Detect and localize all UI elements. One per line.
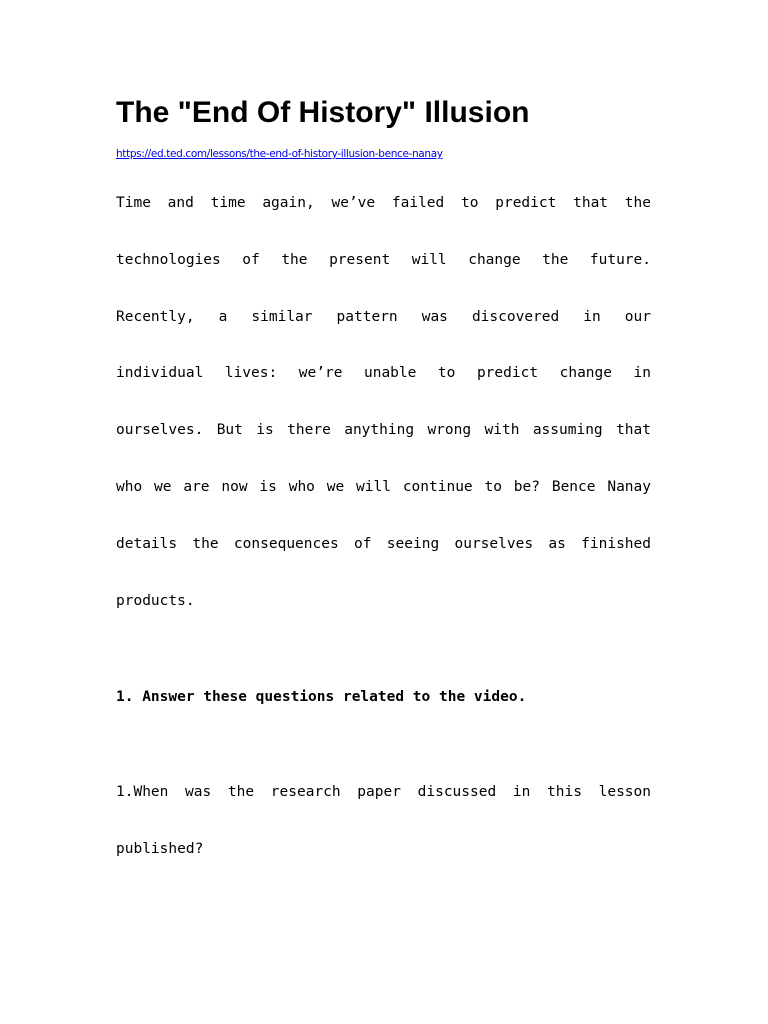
question-line: 1.When was the research paper discussed in this lesson <box>116 784 651 800</box>
paragraph-line: technologies of the present will change the future. <box>116 252 651 268</box>
paragraph-line: Time and time again, we’ve failed to predict that the <box>116 195 651 211</box>
paragraph-line: Recently, a similar pattern was discovered in our <box>116 309 651 325</box>
paragraph-line: ourselves. But is there anything wrong with assuming that <box>116 422 651 438</box>
page-title: The "End Of History" Illusion <box>116 96 530 129</box>
lesson-link[interactable]: https://ed.ted.com/lessons/the-end-of-history-illusion-bence-nanay <box>116 148 443 160</box>
paragraph-line: products. <box>116 593 195 609</box>
paragraph-line: details the consequences of seeing ourselves as finished <box>116 536 651 552</box>
question-line: published? <box>116 841 204 857</box>
paragraph-line: individual lives: we’re unable to predict change in <box>116 365 651 381</box>
section-heading: 1. Answer these questions related to the video. <box>116 689 527 705</box>
paragraph-line: who we are now is who we will continue to be? Bence Nanay <box>116 479 651 495</box>
